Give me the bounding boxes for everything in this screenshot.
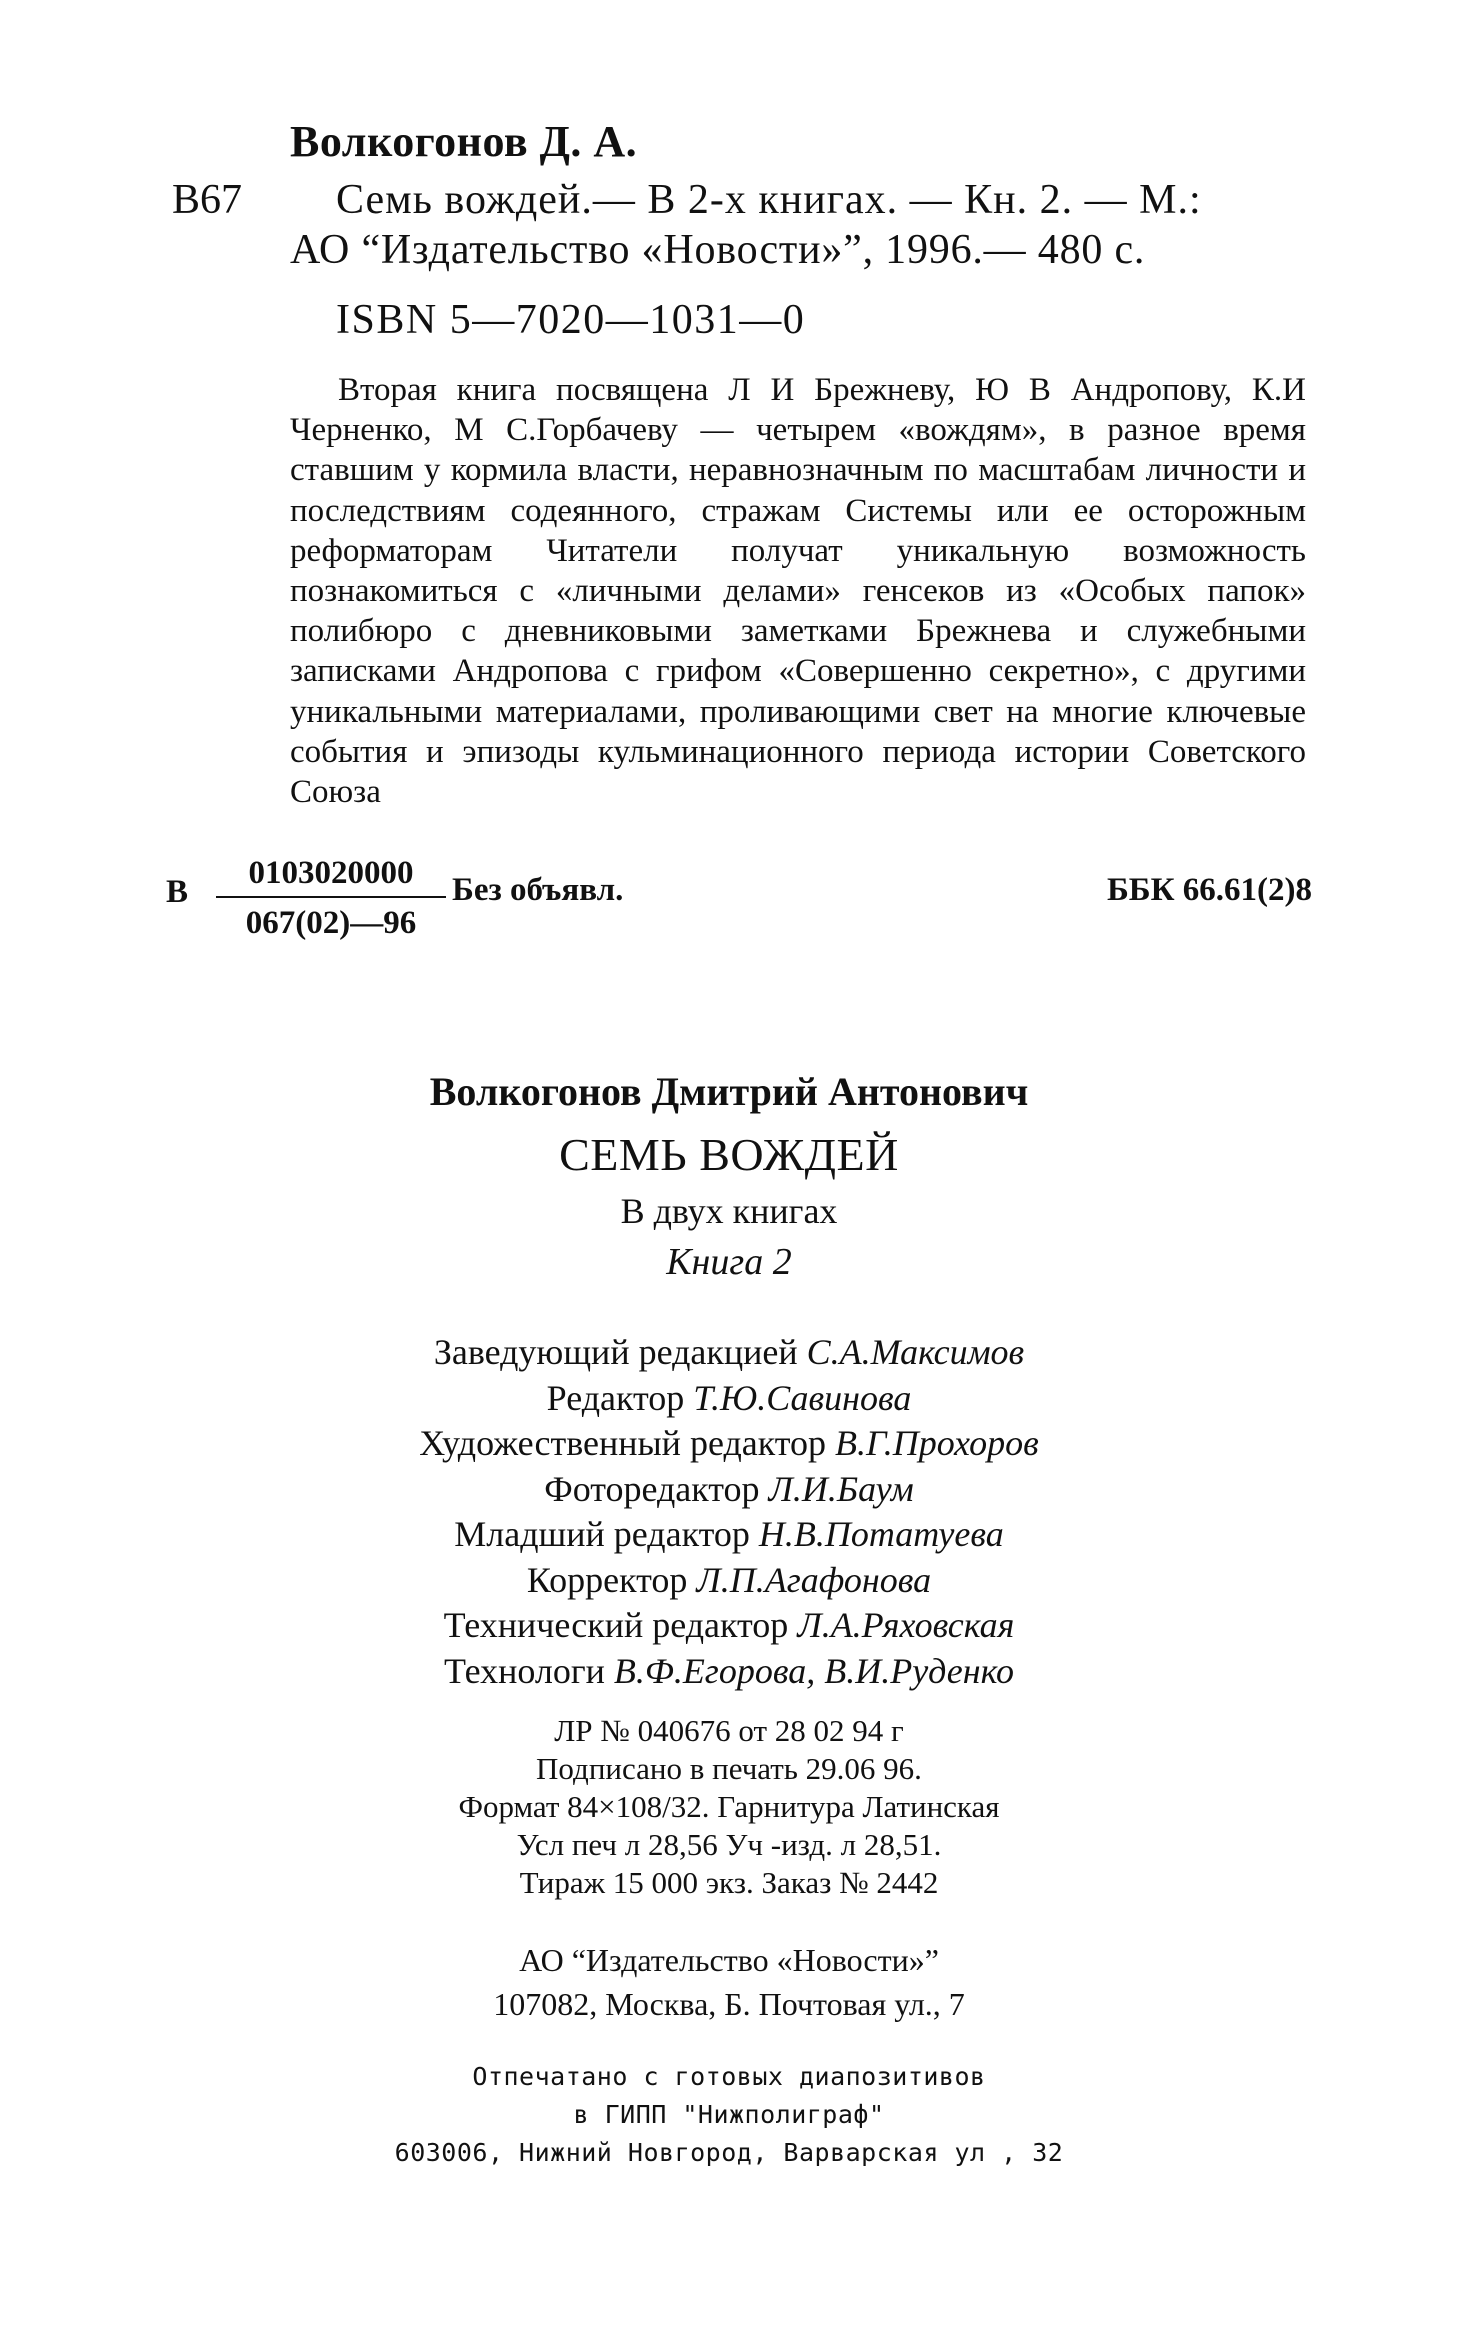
fraction-denominator: 067(02)—96 bbox=[245, 905, 417, 941]
printer-line-1: Отпечатано с готовых диапозитивов bbox=[472, 2062, 986, 2091]
book-volume: Книга 2 bbox=[666, 1241, 792, 1283]
staff-person: В.Ф.Егорова, В.И.Руденко bbox=[613, 1650, 1015, 1691]
staff-role: Редактор bbox=[546, 1377, 685, 1418]
staff-person: Т.Ю.Савинова bbox=[693, 1377, 912, 1418]
editorial-staff-list bbox=[0, 1330, 1458, 1694]
staff-line bbox=[0, 1330, 1458, 1376]
author-full-name: Волкогонов Дмитрий Антонович bbox=[429, 1069, 1029, 1114]
bbk-index: ББК 66.61(2)8 bbox=[1106, 872, 1312, 908]
publisher-block bbox=[0, 1938, 1458, 2026]
staff-person: Л.И.Баум bbox=[768, 1468, 914, 1509]
staff-role: Художественный редактор bbox=[419, 1423, 827, 1463]
printer-block bbox=[0, 2058, 1458, 2172]
staff-person: Н.В.Потатуева bbox=[758, 1514, 1004, 1554]
fraction-numerator: 0103020000 bbox=[248, 855, 414, 891]
fraction-bar bbox=[216, 896, 446, 898]
staff-role: Фоторедактор bbox=[544, 1468, 760, 1509]
publisher-address: 107082, Москва, Б. Почтовая ул., 7 bbox=[493, 1986, 965, 2022]
printer-address: 603006, Нижний Новгород, Варварская ул , 32 bbox=[394, 2138, 1064, 2167]
signed-to-print-line: Подписано в печать 29.06 96. bbox=[536, 1751, 922, 1786]
classification-fraction bbox=[216, 852, 446, 944]
staff-line bbox=[0, 1467, 1458, 1513]
bibliographic-line-1: Семь вождей.— В 2-х книгах. — Кн. 2. — М.: bbox=[336, 177, 1202, 223]
print-details bbox=[0, 1712, 1458, 1902]
staff-role: Корректор bbox=[526, 1559, 688, 1600]
annotation-paragraph: Вторая книга посвящена Л И Брежневу, Ю В Андропову, К.И Черненко, М С.Горбачеву — четырем «вождям», в разное время ставшим у кормила власти, неравнозначным по масштабам личности и последствиям содеянного, стражам Системы или ее осторожным реформаторам Читатели получат уникальную возможность познакомиться с «личными делами» генсеков из «Особых папок» полибюро с дневниковыми заметками Брежнева и служебными записками Андропова с грифом «Совершенно секретно», с другими уникальными материалами, проливающими свет на многие ключевые события и эпизоды кульминационного периода истории Советского Союза bbox=[290, 372, 1306, 811]
classification-letter: В bbox=[166, 874, 189, 910]
staff-line bbox=[0, 1558, 1458, 1604]
staff-person: С.А.Максимов bbox=[806, 1332, 1025, 1372]
staff-person: Л.А.Ряховская bbox=[797, 1605, 1015, 1645]
staff-role: Технический редактор bbox=[443, 1605, 789, 1645]
format-line: Формат 84×108/32. Гарнитура Латинская bbox=[458, 1789, 1000, 1824]
staff-line bbox=[0, 1376, 1458, 1422]
staff-line bbox=[0, 1649, 1458, 1695]
sheets-line: Усл печ л 28,56 Уч -изд. л 28,51. bbox=[516, 1827, 942, 1862]
staff-person: В.Г.Прохоров bbox=[835, 1423, 1039, 1463]
staff-line bbox=[0, 1421, 1458, 1467]
printer-line-2: в ГИПП "Нижполиграф" bbox=[573, 2100, 885, 2129]
classification-row bbox=[166, 852, 1312, 942]
no-announcement-note: Без объявл. bbox=[452, 872, 624, 908]
catalog-code: В67 bbox=[172, 177, 243, 223]
staff-person: Л.П.Агафонова bbox=[696, 1559, 932, 1600]
catalog-author: Волкогонов Д. А. bbox=[290, 117, 638, 166]
publisher-name: АО “Издательство «Новости»” bbox=[519, 1942, 939, 1978]
staff-role: Технологи bbox=[443, 1650, 605, 1691]
staff-role: Младший редактор bbox=[454, 1514, 750, 1554]
staff-role: Заведующий редакцией bbox=[433, 1332, 798, 1372]
book-title: СЕМЬ ВОЖДЕЙ bbox=[559, 1129, 899, 1180]
staff-line bbox=[0, 1603, 1458, 1649]
book-subtitle: В двух книгах bbox=[620, 1191, 838, 1231]
bibliographic-line-2: АО “Издательство «Новости»”, 1996.— 480 с. bbox=[290, 227, 1146, 273]
staff-line bbox=[0, 1512, 1458, 1558]
print-run-line: Тираж 15 000 экз. Заказ № 2442 bbox=[519, 1865, 939, 1900]
isbn: ISBN 5—7020—1031—0 bbox=[336, 297, 806, 343]
license-line: ЛР № 040676 от 28 02 94 г bbox=[554, 1713, 904, 1748]
